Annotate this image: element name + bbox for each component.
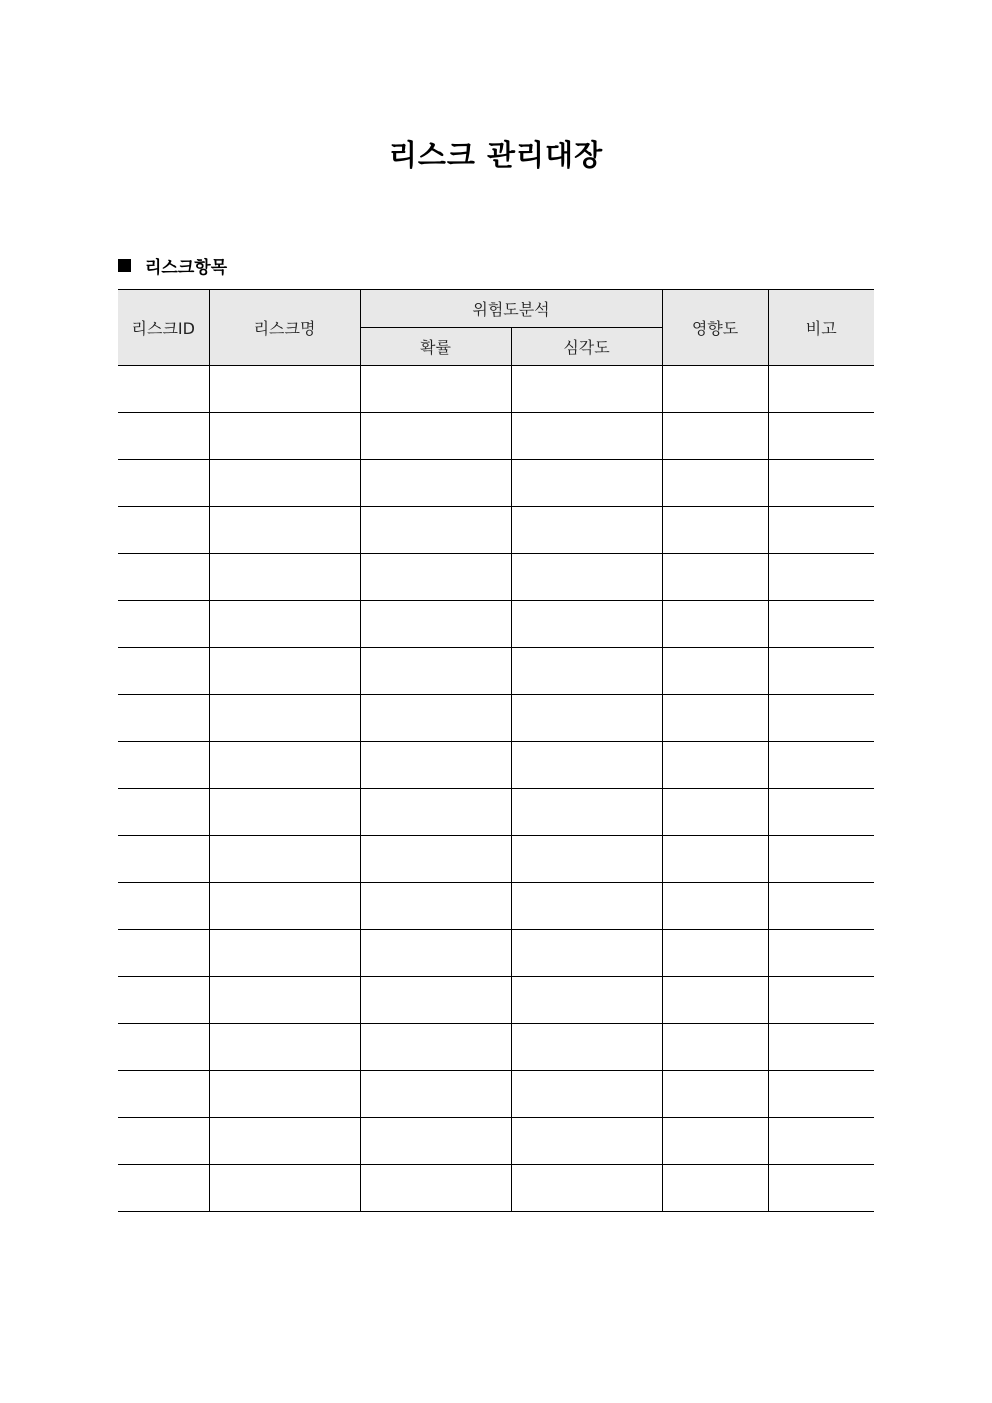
table-row [118,695,874,742]
cell-remarks[interactable] [768,836,874,883]
table-row [118,789,874,836]
cell-remarks[interactable] [768,648,874,695]
cell-severity[interactable] [511,1024,662,1071]
cell-probability[interactable] [360,977,511,1024]
cell-severity[interactable] [511,648,662,695]
cell-severity[interactable] [511,836,662,883]
cell-impact[interactable] [662,883,768,930]
cell-probability[interactable] [360,507,511,554]
cell-probability[interactable] [360,366,511,413]
table-row [118,1118,874,1165]
cell-risk-name[interactable] [209,742,360,789]
cell-severity[interactable] [511,789,662,836]
cell-risk-id[interactable] [118,1118,209,1165]
table-row [118,977,874,1024]
table-row [118,648,874,695]
table-row [118,1071,874,1118]
cell-impact[interactable] [662,930,768,977]
cell-severity[interactable] [511,366,662,413]
cell-risk-name[interactable] [209,1165,360,1212]
cell-probability[interactable] [360,789,511,836]
header-row-1 [118,290,874,328]
cell-severity[interactable] [511,977,662,1024]
cell-risk-id[interactable] [118,1024,209,1071]
cell-risk-id[interactable] [118,648,209,695]
cell-impact[interactable] [662,601,768,648]
cell-remarks[interactable] [768,601,874,648]
cell-impact[interactable] [662,1165,768,1212]
cell-risk-id[interactable] [118,977,209,1024]
section-heading [118,252,227,278]
cell-probability[interactable] [360,883,511,930]
cell-impact[interactable] [662,507,768,554]
cell-remarks[interactable] [768,742,874,789]
cell-risk-name[interactable] [209,554,360,601]
cell-impact[interactable] [662,366,768,413]
cell-probability[interactable] [360,836,511,883]
cell-risk-name[interactable] [209,460,360,507]
cell-risk-id[interactable] [118,507,209,554]
cell-probability[interactable] [360,1165,511,1212]
cell-probability[interactable] [360,460,511,507]
risk-register-table [118,289,874,1212]
table-row [118,554,874,601]
cell-risk-id[interactable] [118,789,209,836]
cell-remarks[interactable] [768,460,874,507]
cell-probability[interactable] [360,413,511,460]
table-row [118,930,874,977]
cell-probability[interactable] [360,1024,511,1071]
cell-risk-id[interactable] [118,883,209,930]
cell-remarks[interactable] [768,554,874,601]
cell-impact[interactable] [662,1071,768,1118]
cell-probability[interactable] [360,601,511,648]
cell-severity[interactable] [511,1165,662,1212]
cell-risk-name[interactable] [209,977,360,1024]
cell-remarks[interactable] [768,1118,874,1165]
cell-impact[interactable] [662,413,768,460]
cell-severity[interactable] [511,1118,662,1165]
table-row [118,836,874,883]
cell-severity[interactable] [511,413,662,460]
header-probability: 확률 [360,328,511,366]
cell-probability[interactable] [360,742,511,789]
cell-severity[interactable] [511,554,662,601]
cell-remarks[interactable] [768,413,874,460]
cell-impact[interactable] [662,977,768,1024]
cell-impact[interactable] [662,1118,768,1165]
cell-impact[interactable] [662,460,768,507]
cell-risk-id[interactable] [118,836,209,883]
cell-remarks[interactable] [768,883,874,930]
cell-risk-id[interactable] [118,413,209,460]
cell-remarks[interactable] [768,1165,874,1212]
cell-impact[interactable] [662,695,768,742]
cell-impact[interactable] [662,648,768,695]
cell-remarks[interactable] [768,695,874,742]
cell-probability[interactable] [360,695,511,742]
cell-remarks[interactable] [768,789,874,836]
cell-risk-name[interactable] [209,601,360,648]
cell-risk-name[interactable] [209,789,360,836]
cell-severity[interactable] [511,460,662,507]
cell-risk-id[interactable] [118,742,209,789]
table-row [118,507,874,554]
header-impact: 영향도 [662,290,768,366]
table-row [118,1165,874,1212]
cell-severity[interactable] [511,742,662,789]
table-row [118,413,874,460]
table-body [118,366,874,1212]
cell-risk-name[interactable] [209,836,360,883]
cell-probability[interactable] [360,1071,511,1118]
cell-severity[interactable] [511,601,662,648]
cell-risk-id[interactable] [118,695,209,742]
cell-risk-name[interactable] [209,648,360,695]
cell-risk-name[interactable] [209,366,360,413]
table-row [118,883,874,930]
cell-risk-name[interactable] [209,507,360,554]
cell-severity[interactable] [511,930,662,977]
cell-severity[interactable] [511,507,662,554]
cell-risk-id[interactable] [118,366,209,413]
header-risk-analysis: 위험도분석 [360,290,662,328]
cell-risk-name[interactable] [209,930,360,977]
cell-risk-id[interactable] [118,1071,209,1118]
cell-remarks[interactable] [768,1071,874,1118]
cell-impact[interactable] [662,554,768,601]
cell-risk-name[interactable] [209,883,360,930]
table-row [118,601,874,648]
header-remarks: 비고 [768,290,874,366]
header-risk-id: 리스크ID [118,290,209,366]
header-risk-name: 리스크명 [209,290,360,366]
cell-risk-id[interactable] [118,460,209,507]
cell-impact[interactable] [662,1024,768,1071]
cell-risk-name[interactable] [209,1118,360,1165]
table-row [118,742,874,789]
document-title: 리스크 관리대장 [388,138,604,172]
cell-severity[interactable] [511,1071,662,1118]
cell-probability[interactable] [360,930,511,977]
cell-remarks[interactable] [768,366,874,413]
table-row [118,366,874,413]
cell-risk-name[interactable] [209,1071,360,1118]
cell-severity[interactable] [511,883,662,930]
cell-risk-id[interactable] [118,554,209,601]
cell-risk-id[interactable] [118,930,209,977]
section-heading-label: 리스크항목 [145,257,228,278]
cell-impact[interactable] [662,836,768,883]
table-row [118,460,874,507]
cell-risk-id[interactable] [118,1165,209,1212]
cell-risk-name[interactable] [209,1024,360,1071]
cell-remarks[interactable] [768,1024,874,1071]
table-row [118,1024,874,1071]
cell-probability[interactable] [360,648,511,695]
cell-remarks[interactable] [768,977,874,1024]
cell-remarks[interactable] [768,930,874,977]
header-severity: 심각도 [511,328,662,366]
cell-risk-name[interactable] [209,695,360,742]
cell-risk-name[interactable] [209,413,360,460]
cell-remarks[interactable] [768,507,874,554]
cell-impact[interactable] [662,742,768,789]
cell-impact[interactable] [662,789,768,836]
cell-probability[interactable] [360,554,511,601]
cell-risk-id[interactable] [118,601,209,648]
cell-severity[interactable] [511,695,662,742]
square-bullet-icon [118,259,131,272]
cell-probability[interactable] [360,1118,511,1165]
